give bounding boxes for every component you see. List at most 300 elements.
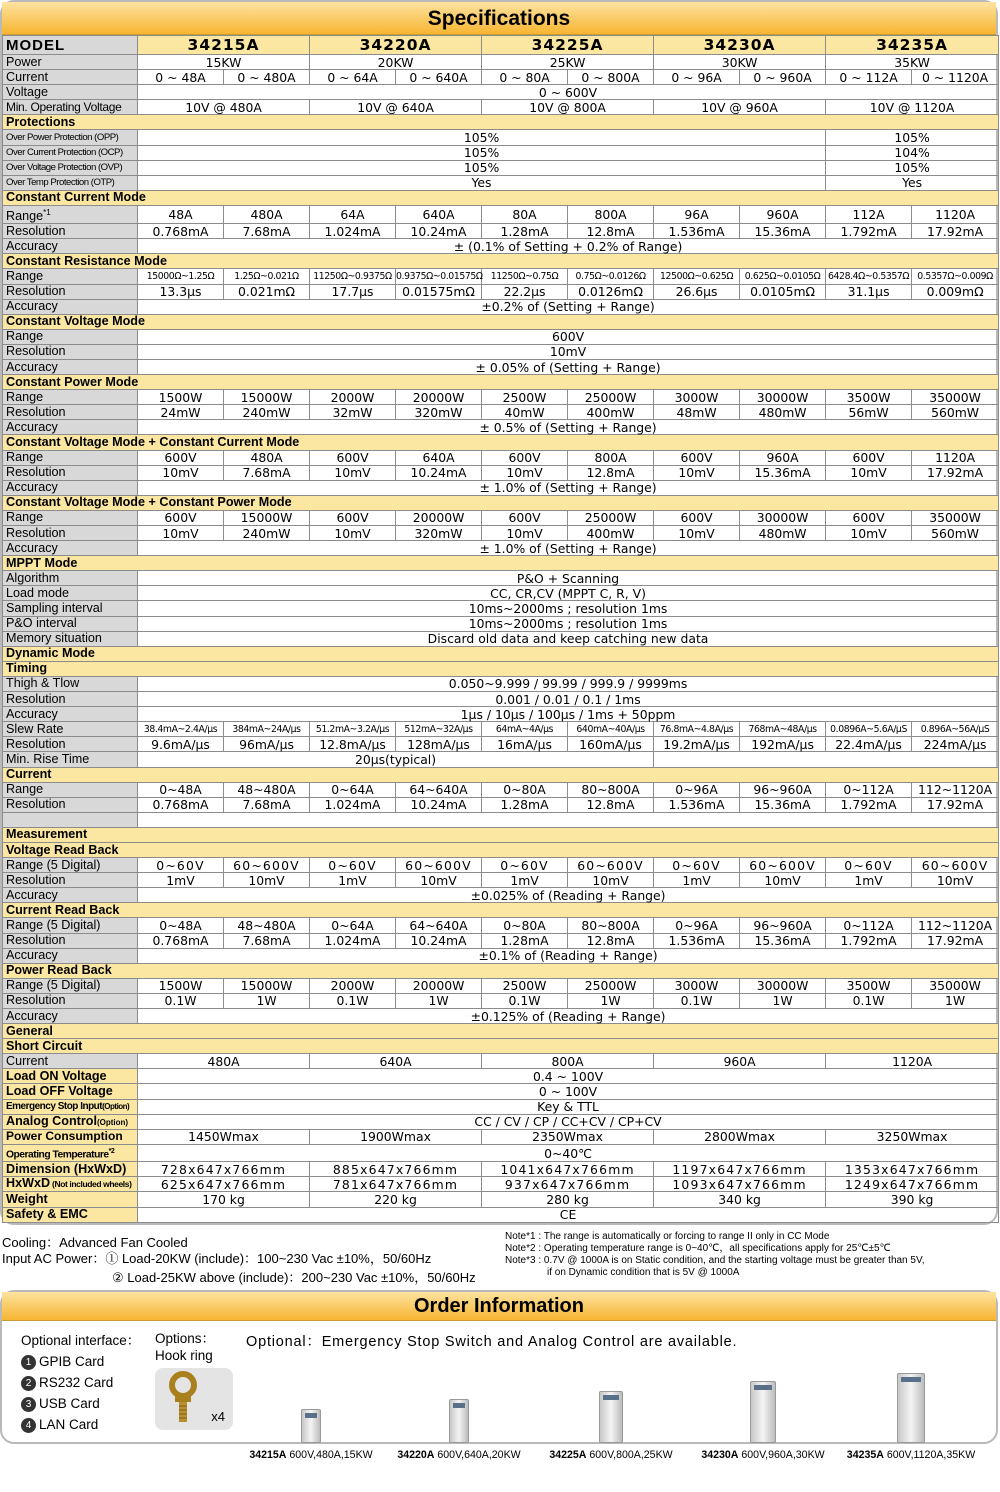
- row-label: Power Consumption: [3, 1129, 138, 1144]
- interface-item: 2 RS232 Card: [21, 1372, 140, 1393]
- row-label: [3, 1177, 138, 1192]
- vrb-resolution: 1mV: [826, 873, 912, 888]
- protection-value: Yes: [826, 175, 999, 190]
- cvcc-resolution: 10mV: [654, 465, 740, 480]
- cp-range: 35000W: [912, 390, 999, 405]
- spec-row: [3, 510, 999, 525]
- protection-label: Over Current Protection (OCP): [3, 145, 138, 160]
- crb-resolution: 1.024mA: [310, 933, 396, 948]
- slew-resolution: 19.2mA/μs: [654, 737, 740, 752]
- dynamic-section: [3, 646, 999, 661]
- input-power-line1: Input AC Power：① Load-20KW (include)：100~230 Vac ±10%，50/60Hz: [2, 1251, 432, 1266]
- row-label: Accuracy: [3, 948, 138, 963]
- prb-range: 25000W: [568, 978, 654, 993]
- dyn-current-resolution: 1.28mA: [482, 797, 568, 812]
- cvcc-range: 600V: [482, 450, 568, 465]
- prb-resolution: 0.1W: [310, 993, 396, 1008]
- empty-cell: [654, 752, 999, 767]
- row-label: Accuracy: [3, 359, 138, 374]
- dyn-current-range: 112~1120A: [912, 782, 999, 797]
- cvcp-range: 35000W: [912, 510, 999, 525]
- load-off-voltage: 0 ~ 100V: [138, 1084, 999, 1099]
- row-label: Range: [3, 390, 138, 405]
- crb-range: 0~96A: [654, 918, 740, 933]
- spec-row: [3, 782, 999, 797]
- vrb-range: 0~60V: [826, 858, 912, 873]
- product-desc: 600V,800A,25KW: [586, 1449, 673, 1461]
- spec-row: [3, 601, 999, 616]
- cvcp-range: 15000W: [224, 510, 310, 525]
- spec-row: [3, 631, 999, 646]
- spec-row: [3, 405, 999, 420]
- protection-value: 105%: [826, 130, 999, 145]
- row-label-text: Emergency Stop Input: [6, 1101, 103, 1113]
- cvcp-range: 25000W: [568, 510, 654, 525]
- product-model: 34215A: [249, 1449, 287, 1461]
- timing-section: [3, 661, 999, 676]
- cp-range: 25000W: [568, 390, 654, 405]
- cr-range: 11250Ω~0.75Ω: [482, 269, 568, 284]
- product-desc: 600V,960A,30KW: [738, 1449, 825, 1461]
- cc-accuracy: ± (0.1% of Setting + 0.2% of Range): [138, 239, 999, 254]
- cc-resolution: 7.68mA: [224, 224, 310, 239]
- spec-row: [3, 978, 999, 993]
- dimension-no-wheels: 937x647x766mm: [482, 1177, 654, 1192]
- dyn-current-resolution: 1.792mA: [826, 797, 912, 812]
- cc-range: 64A: [310, 205, 396, 223]
- cvcp-resolution: 480mW: [740, 526, 826, 541]
- power-consumption: 2800Wmax: [654, 1129, 826, 1144]
- cvcp-resolution: 240mW: [224, 526, 310, 541]
- spec-row: [3, 571, 999, 586]
- prb-range: 2500W: [482, 978, 568, 993]
- protection-value: 105%: [826, 160, 999, 175]
- weight: 280 kg: [482, 1192, 654, 1207]
- cp-range: 30000W: [740, 390, 826, 405]
- dimension: 1353x647x766mm: [826, 1162, 999, 1177]
- cc-range: 1120A: [912, 205, 999, 223]
- current-value: 0 ~ 800A: [568, 70, 654, 85]
- prb-range: 1500W: [138, 978, 224, 993]
- spec-row: [3, 1009, 999, 1024]
- row-label: Accuracy: [3, 707, 138, 722]
- vrb-resolution: 1mV: [310, 873, 396, 888]
- crb-range: 64~640A: [396, 918, 482, 933]
- spec-row: [3, 70, 999, 85]
- current-value: 0 ~ 960A: [740, 70, 826, 85]
- spec-row: [3, 1114, 999, 1129]
- spec-row: [3, 858, 999, 873]
- section-title: Measurement: [3, 827, 999, 842]
- cp-resolution: 40mW: [482, 405, 568, 420]
- cc-section: [3, 190, 999, 205]
- cvcc-resolution: 10mV: [138, 465, 224, 480]
- crb-range: 48~480A: [224, 918, 310, 933]
- slew-resolution: 9.6mA/μs: [138, 737, 224, 752]
- optional-interface-title: Optional interface：: [21, 1333, 141, 1348]
- cr-range: 0.9375Ω~0.01575Ω: [396, 269, 482, 284]
- dyn-current-section: [3, 767, 999, 782]
- slew-rate: 640mA~40A/μs: [568, 722, 654, 737]
- cc-range: 960A: [740, 205, 826, 223]
- cvcp-range: 30000W: [740, 510, 826, 525]
- min-voltage-value: 10V @ 800A: [482, 100, 654, 115]
- cvcp-resolution: 560mW: [912, 526, 999, 541]
- cvcc-range: 1120A: [912, 450, 999, 465]
- spec-row: [3, 1054, 999, 1069]
- model-name: 34235A: [826, 36, 999, 55]
- vrb-resolution: 10mV: [568, 873, 654, 888]
- load-unit-icon: [449, 1399, 469, 1443]
- cr-resolution: 26.6μs: [654, 284, 740, 299]
- spec-row: [3, 812, 999, 827]
- row-label: [3, 1144, 138, 1161]
- prb-range: 35000W: [912, 978, 999, 993]
- power-consumption: 2350Wmax: [482, 1129, 654, 1144]
- slew-rate: 76.8mA~4.8A/μs: [654, 722, 740, 737]
- power-value: 30KW: [654, 55, 826, 70]
- prb-resolution: 0.1W: [826, 993, 912, 1008]
- cc-range: 640A: [396, 205, 482, 223]
- power-value: 15KW: [138, 55, 310, 70]
- load-unit-icon: [301, 1409, 321, 1443]
- cv-accuracy: ± 0.05% of (Setting + Range): [138, 359, 999, 374]
- dyn-current-resolution: 17.92mA: [912, 797, 999, 812]
- mppt-value: CC, CR,CV (MPPT C, R, V): [138, 586, 999, 601]
- row-label: Safety & EMC: [3, 1207, 138, 1222]
- product-label: [384, 1449, 534, 1461]
- protection-label: Over Power Protection (OPP): [3, 130, 138, 145]
- weight: 390 kg: [826, 1192, 999, 1207]
- prb-resolution: 1W: [396, 993, 482, 1008]
- cvcp-resolution: 10mV: [826, 526, 912, 541]
- mppt-section: [3, 556, 999, 571]
- spec-row: [3, 1084, 999, 1099]
- crb-range: 0~64A: [310, 918, 396, 933]
- crb-resolution: 17.92mA: [912, 933, 999, 948]
- prb-resolution: 1W: [568, 993, 654, 1008]
- note-1: Note*1 : The range is automatically or forcing to range II only in CC Mode: [505, 1231, 830, 1242]
- cvcc-section: [3, 435, 999, 450]
- cvcp-accuracy: ± 1.0% of (Setting + Range): [138, 541, 999, 556]
- cc-resolution: 17.92mA: [912, 224, 999, 239]
- vrb-range: 60~600V: [396, 858, 482, 873]
- row-label: Accuracy: [3, 541, 138, 556]
- option-note: (Option): [102, 1102, 130, 1112]
- voltage-value: 0 ~ 600V: [138, 85, 999, 100]
- crb-resolution: 0.768mA: [138, 933, 224, 948]
- hook-ring-image: [155, 1368, 233, 1430]
- section-title: Timing: [3, 661, 999, 676]
- row-label: Range: [3, 269, 138, 284]
- vrb-resolution: 10mV: [912, 873, 999, 888]
- crb-range: 112~1120A: [912, 918, 999, 933]
- dimension-no-wheels: 625x647x766mm: [138, 1177, 310, 1192]
- row-label: Current: [3, 70, 138, 85]
- current-read-back-section: [3, 903, 999, 918]
- spec-row: [3, 284, 999, 299]
- row-label: Load mode: [3, 586, 138, 601]
- row-label: Resolution: [3, 873, 138, 888]
- cvcp-resolution: 400mW: [568, 526, 654, 541]
- cc-resolution: 1.792mA: [826, 224, 912, 239]
- footnote-marker: *1: [43, 207, 51, 217]
- spec-row: [3, 1162, 999, 1177]
- dyn-current-range: 48~480A: [224, 782, 310, 797]
- row-label-text: Analog Control: [6, 1113, 97, 1128]
- vrb-range: 0~60V: [138, 858, 224, 873]
- row-label: Resolution: [3, 993, 138, 1008]
- crb-range: 96~960A: [740, 918, 826, 933]
- interface-item: 3 USB Card: [21, 1393, 140, 1414]
- mppt-value: Discard old data and keep catching new data: [138, 631, 999, 646]
- row-label: Range: [3, 510, 138, 525]
- current-value: 0 ~ 480A: [224, 70, 310, 85]
- spec-row: [3, 359, 999, 374]
- note-3: Note*3 : 0.7V @ 1000A is on Static condition, and the starting voltage must be greater than 5V,: [505, 1255, 925, 1266]
- slew-resolution: 96mA/μs: [224, 737, 310, 752]
- row-label: Memory situation: [3, 631, 138, 646]
- vrb-accuracy: ±0.025% of (Reading + Range): [138, 888, 999, 903]
- section-title: Constant Power Mode: [3, 375, 999, 390]
- cvcp-range: 600V: [138, 510, 224, 525]
- row-label: Range (5 Digital): [3, 978, 138, 993]
- row-label-text: Operating Temperature: [6, 1149, 109, 1161]
- vrb-resolution: 1mV: [138, 873, 224, 888]
- spec-row: [3, 145, 999, 160]
- product-model: 34235A: [846, 1449, 884, 1461]
- model-name: 34225A: [482, 36, 654, 55]
- prb-range: 3000W: [654, 978, 740, 993]
- hook-ring-quantity: x4: [211, 1409, 225, 1424]
- vrb-range: 0~60V: [482, 858, 568, 873]
- cc-resolution: 15.36mA: [740, 224, 826, 239]
- spec-row: [3, 722, 999, 737]
- optional-interface-list: [21, 1330, 140, 1435]
- prb-resolution: 0.1W: [138, 993, 224, 1008]
- spec-row: [3, 450, 999, 465]
- vrb-resolution: 1mV: [654, 873, 740, 888]
- protection-label: Over Voltage Protection (OVP): [3, 160, 138, 175]
- spec-row: [3, 175, 999, 190]
- slew-rate: 51.2mA~3.2A/μs: [310, 722, 396, 737]
- vrb-resolution: 1mV: [482, 873, 568, 888]
- cp-resolution: 32mW: [310, 405, 396, 420]
- cr-resolution: 13.3μs: [138, 284, 224, 299]
- cc-resolution: 0.768mA: [138, 224, 224, 239]
- section-title: Dynamic Mode: [3, 646, 999, 661]
- cvcc-range: 640A: [396, 450, 482, 465]
- note-3b: if on Dynamic condition that is 5V @ 1000A: [547, 1267, 740, 1278]
- cr-resolution: 31.1μs: [826, 284, 912, 299]
- prb-resolution: 1W: [224, 993, 310, 1008]
- crb-resolution: 10.24mA: [396, 933, 482, 948]
- spec-row: [3, 888, 999, 903]
- dyn-current-resolution: 15.36mA: [740, 797, 826, 812]
- row-label: Weight: [3, 1192, 138, 1207]
- min-voltage-value: 10V @ 480A: [138, 100, 310, 115]
- protection-label: Over Temp Protection (OTP): [3, 175, 138, 190]
- current-value: 0 ~ 640A: [396, 70, 482, 85]
- weight: 170 kg: [138, 1192, 310, 1207]
- interface-item: 4 LAN Card: [21, 1414, 140, 1435]
- row-label: Dimension (HxWxD): [3, 1162, 138, 1177]
- spec-row: [3, 329, 999, 344]
- crb-resolution: 1.536mA: [654, 933, 740, 948]
- spec-row: [3, 541, 999, 556]
- cp-range: 3000W: [654, 390, 740, 405]
- cp-resolution: 56mW: [826, 405, 912, 420]
- general-section: [3, 1024, 999, 1039]
- model-name: 34215A: [138, 36, 310, 55]
- cp-range: 15000W: [224, 390, 310, 405]
- slew-resolution: 160mA/μs: [568, 737, 654, 752]
- spec-row: [3, 239, 999, 254]
- short-circuit-current: 960A: [654, 1054, 826, 1069]
- dimension: 885x647x766mm: [310, 1162, 482, 1177]
- spec-row: [3, 160, 999, 175]
- number-2-icon: 2: [21, 1376, 36, 1391]
- dyn-current-range: 96~960A: [740, 782, 826, 797]
- power-consumption: 1450Wmax: [138, 1129, 310, 1144]
- spec-table: [2, 35, 999, 1223]
- short-circuit-section: [3, 1039, 999, 1054]
- cr-resolution: 17.7μs: [310, 284, 396, 299]
- short-circuit-current: 800A: [482, 1054, 654, 1069]
- crb-resolution: 1.28mA: [482, 933, 568, 948]
- cvcc-range: 960A: [740, 450, 826, 465]
- vrb-range: 60~600V: [568, 858, 654, 873]
- cp-range: 2000W: [310, 390, 396, 405]
- vrb-range: 60~600V: [912, 858, 999, 873]
- cvcc-resolution: 15.36mA: [740, 465, 826, 480]
- cp-resolution: 400mW: [568, 405, 654, 420]
- model-name: 34230A: [654, 36, 826, 55]
- dyn-current-resolution: 0.768mA: [138, 797, 224, 812]
- cvcp-resolution: 10mV: [310, 526, 396, 541]
- spec-row: [3, 676, 999, 691]
- interface-item: 1 GPIB Card: [21, 1351, 140, 1372]
- estop-value: Key & TTL: [138, 1099, 999, 1114]
- section-title: MPPT Mode: [3, 556, 999, 571]
- short-circuit-current: 640A: [310, 1054, 482, 1069]
- note-2: Note*2 : Operating temperature range is 0~40℃，all specifications apply for 25℃±5℃: [505, 1243, 891, 1254]
- optional-features-line: Optional：Emergency Stop Switch and Analog Control are available.: [246, 1334, 738, 1350]
- cvcp-range: 20000W: [396, 510, 482, 525]
- section-title: Constant Voltage Mode: [3, 314, 999, 329]
- option-note: (Option): [96, 1117, 129, 1127]
- spec-row: [3, 692, 999, 707]
- spec-row: [3, 1099, 999, 1114]
- spec-row: [3, 797, 999, 812]
- product-desc: 600V,640A,20KW: [434, 1449, 521, 1461]
- spec-row: [3, 752, 999, 767]
- hook-ring-icon: [155, 1368, 215, 1430]
- cvcp-resolution: 10mV: [138, 526, 224, 541]
- power-value: 25KW: [482, 55, 654, 70]
- section-title: Short Circuit: [3, 1039, 999, 1054]
- hook-ring-label: Hook ring: [155, 1348, 213, 1363]
- cvcp-range: 600V: [654, 510, 740, 525]
- cp-section: [3, 375, 999, 390]
- protection-value: 105%: [138, 130, 826, 145]
- row-label: Sampling interval: [3, 601, 138, 616]
- cr-accuracy: ±0.2% of (Setting + Range): [138, 299, 999, 314]
- prb-resolution: 1W: [740, 993, 826, 1008]
- row-label: Load OFF Voltage: [3, 1084, 138, 1099]
- slew-rate: 0.0896A~5.6A/μS: [826, 722, 912, 737]
- cvcp-resolution: 10mV: [482, 526, 568, 541]
- crb-range: 80~800A: [568, 918, 654, 933]
- power-consumption: 1900Wmax: [310, 1129, 482, 1144]
- cp-resolution: 560mW: [912, 405, 999, 420]
- row-label: Resolution: [3, 224, 138, 239]
- prb-resolution: 0.1W: [482, 993, 568, 1008]
- row-label: Accuracy: [3, 420, 138, 435]
- spec-row: [3, 224, 999, 239]
- row-label: Range: [3, 329, 138, 344]
- cc-range: 96A: [654, 205, 740, 223]
- row-label: Min. Rise Time: [3, 752, 138, 767]
- dyn-current-resolution: 1.024mA: [310, 797, 396, 812]
- row-label: Accuracy: [3, 480, 138, 495]
- cc-range: 48A: [138, 205, 224, 223]
- product-label: [236, 1449, 386, 1461]
- dimension-no-wheels: 781x647x766mm: [310, 1177, 482, 1192]
- crb-resolution: 1.792mA: [826, 933, 912, 948]
- short-circuit-current: 480A: [138, 1054, 310, 1069]
- product-item: [384, 1399, 534, 1461]
- cr-resolution: 0.01575mΩ: [396, 284, 482, 299]
- empty-cell: [138, 812, 999, 827]
- slew-resolution: 22.4mA/μs: [826, 737, 912, 752]
- protection-value: 105%: [138, 145, 826, 160]
- section-title: Constant Voltage Mode + Constant Current Mode: [3, 435, 999, 450]
- spec-row: [3, 737, 999, 752]
- cp-range: 1500W: [138, 390, 224, 405]
- slew-rate: 512mA~32A/μs: [396, 722, 482, 737]
- cr-range: 1.25Ω~0.021Ω: [224, 269, 310, 284]
- row-label: Accuracy: [3, 299, 138, 314]
- cr-resolution: 0.009mΩ: [912, 284, 999, 299]
- row-label: Accuracy: [3, 239, 138, 254]
- vrb-resolution: 10mV: [224, 873, 310, 888]
- spec-row: [3, 1069, 999, 1084]
- wheels-note: (Not included wheels): [50, 1179, 132, 1190]
- cc-range: 112A: [826, 205, 912, 223]
- spec-row: [3, 420, 999, 435]
- current-value: 0 ~ 96A: [654, 70, 740, 85]
- row-label-text: HxWxD: [6, 1176, 51, 1191]
- spec-row: [3, 465, 999, 480]
- dyn-current-range: 0~112A: [826, 782, 912, 797]
- spec-row: [3, 948, 999, 963]
- cvcc-range: 800A: [568, 450, 654, 465]
- product-model: 34220A: [397, 1449, 435, 1461]
- thigh-value: 0.050~9.999 / 99.99 / 999.9 / 9999ms: [138, 676, 999, 691]
- cvcp-resolution: 320mW: [396, 526, 482, 541]
- cvcc-accuracy: ± 1.0% of (Setting + Range): [138, 480, 999, 495]
- product-label: [836, 1449, 986, 1461]
- vrb-resolution: 10mV: [740, 873, 826, 888]
- slew-resolution: 128mA/μs: [396, 737, 482, 752]
- spec-row: [3, 130, 999, 145]
- load-unit-icon: [897, 1373, 925, 1443]
- row-label: Voltage: [3, 85, 138, 100]
- model-name: 34220A: [310, 36, 482, 55]
- mppt-value: 10ms~2000ms ; resolution 1ms: [138, 616, 999, 631]
- section-title: Constant Voltage Mode + Constant Power Mode: [3, 495, 999, 510]
